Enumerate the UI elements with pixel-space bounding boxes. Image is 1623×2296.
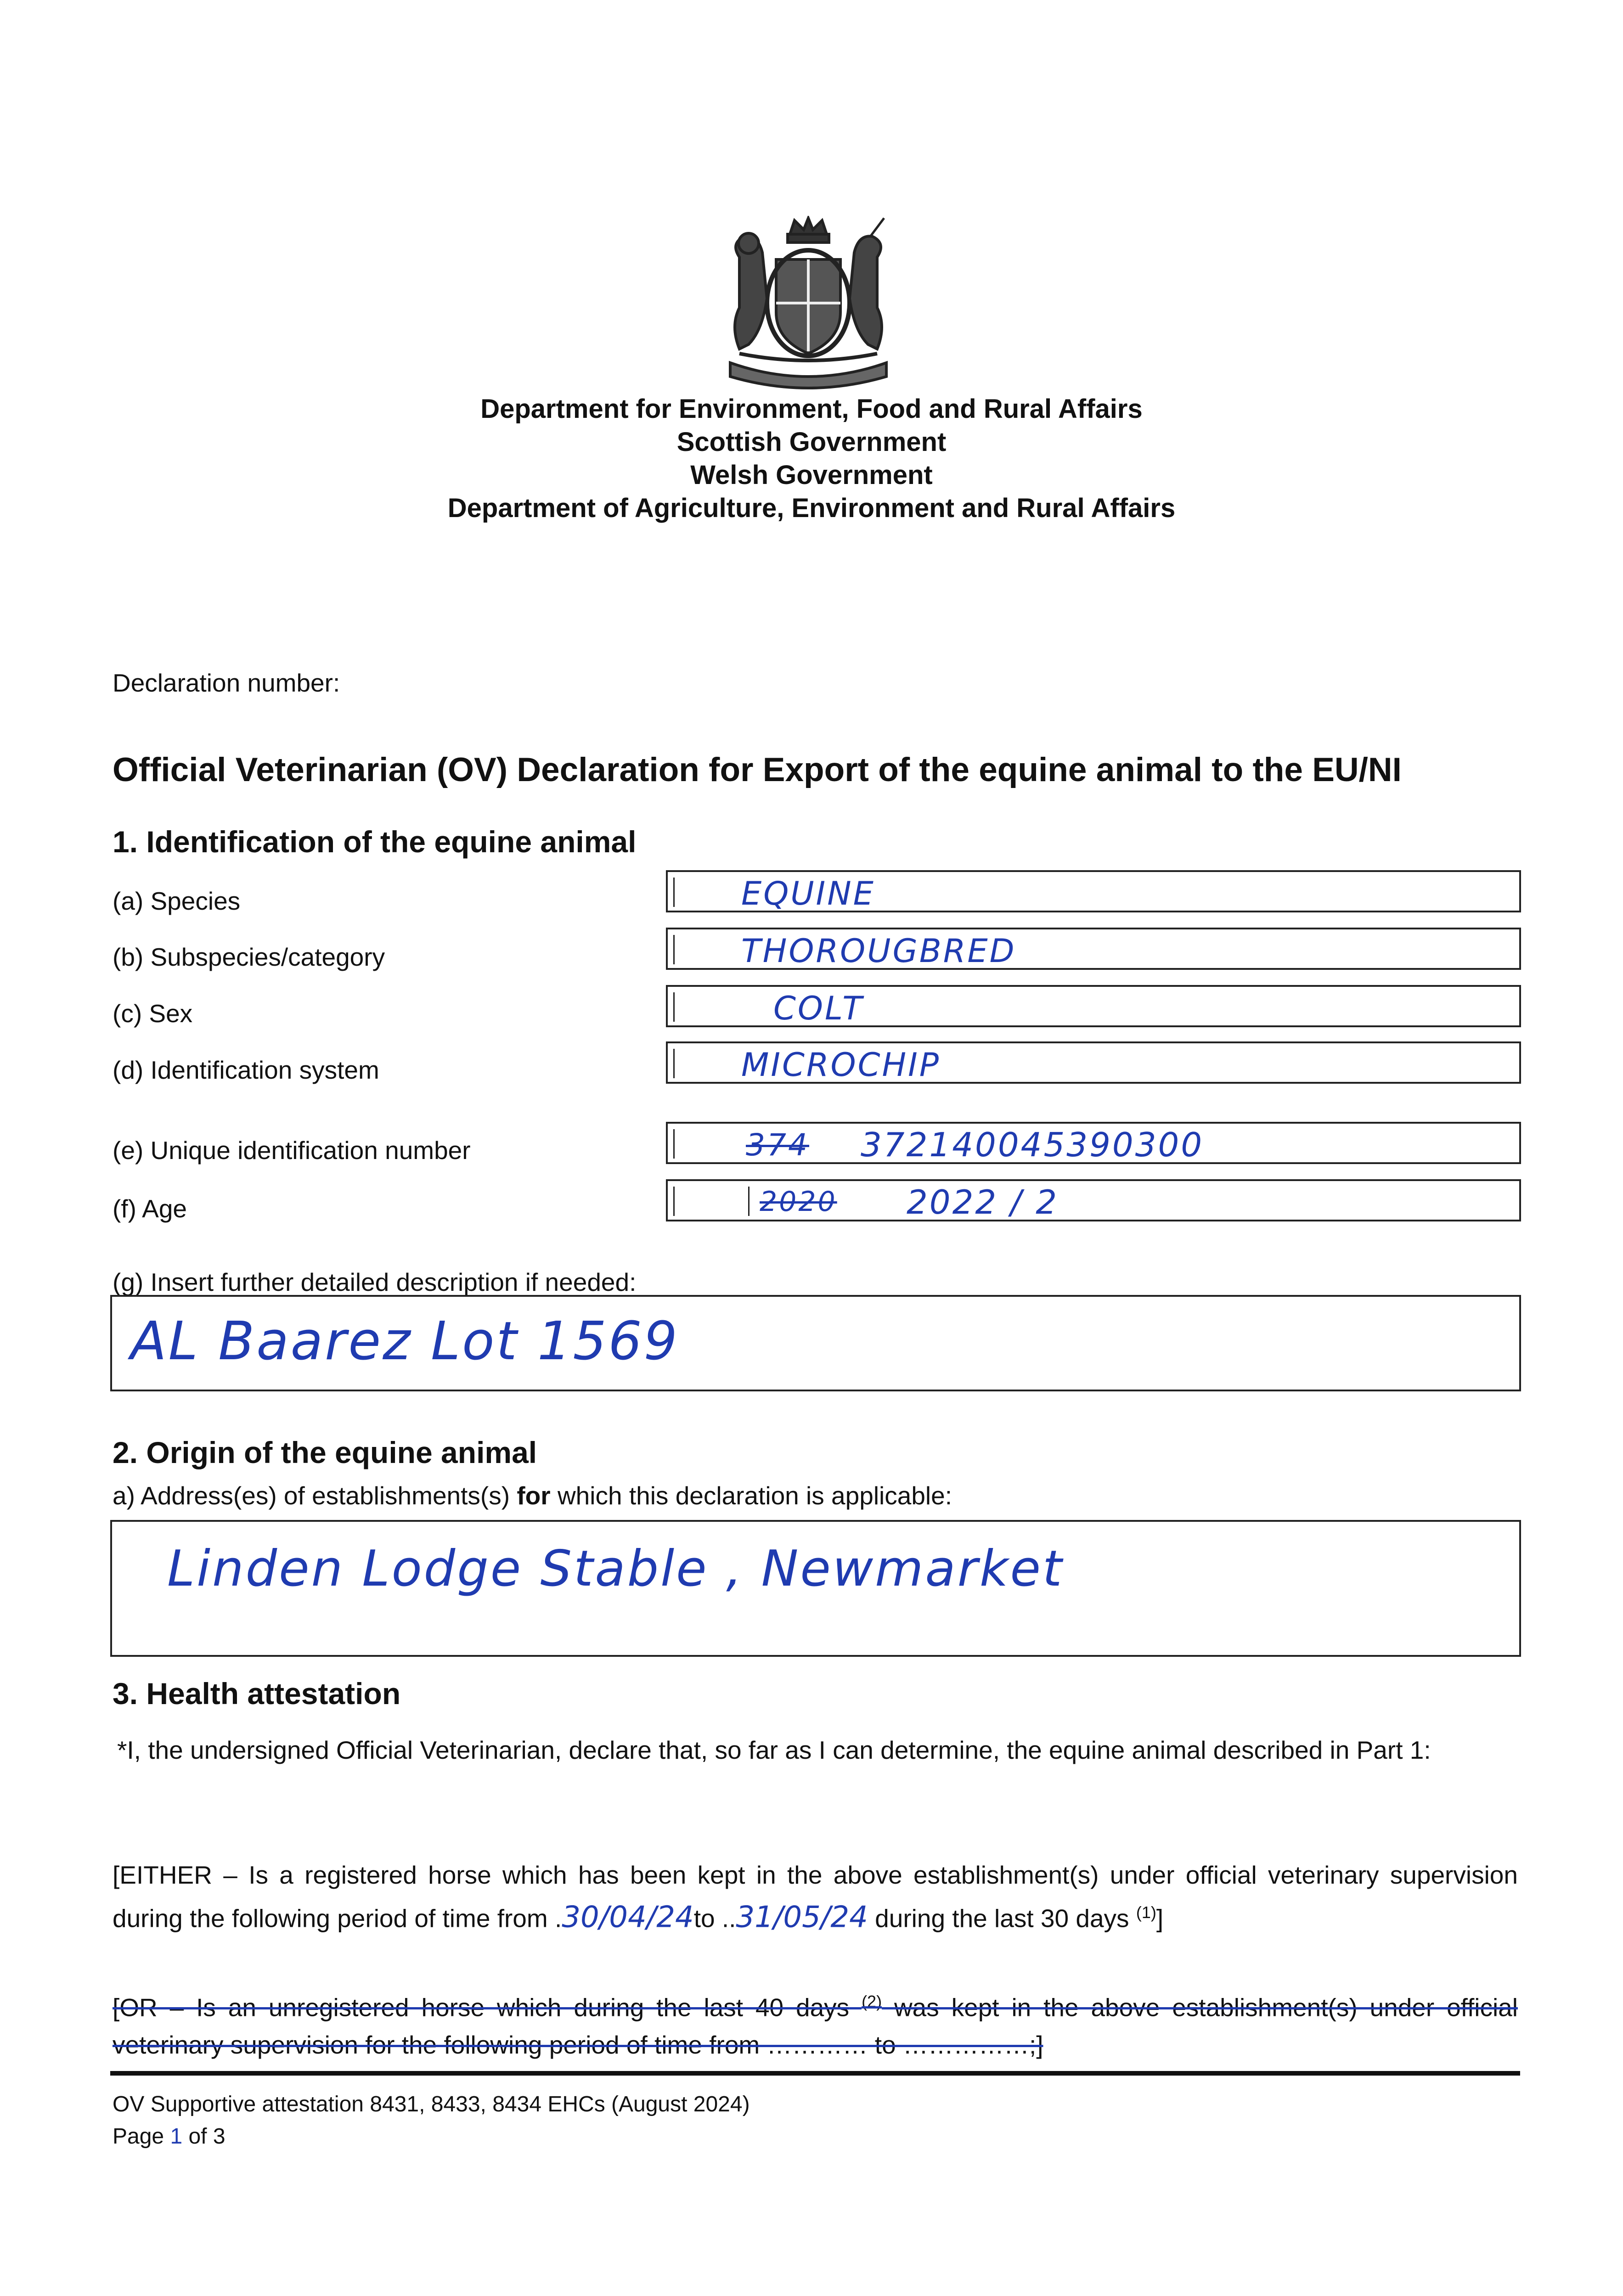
species-value: EQUINE [741, 875, 875, 912]
address-label-start: a) Address(es) of establishments(s) [113, 1481, 510, 1510]
page-prefix: Page [113, 2124, 170, 2149]
age-value: 2022 / 2 [907, 1183, 1059, 1221]
declaration-number-label: Declaration number: [113, 669, 340, 697]
section-3-heading: 3. Health attestation [113, 1677, 401, 1711]
further-description-label: (g) Insert further detailed description if needed: [113, 1268, 637, 1296]
unique-id-value: 372140045390300 [861, 1125, 1204, 1164]
identification-system-field [666, 1041, 1521, 1084]
age-field [666, 1179, 1521, 1221]
page-title: Official Veterinarian (OV) Declaration for Export of the equine animal to the EU/NI [113, 751, 1402, 788]
species-field [666, 870, 1521, 912]
address-label [113, 1481, 952, 1510]
royal-coat-of-arms-icon [712, 216, 905, 390]
further-description-field [110, 1295, 1521, 1391]
either-clause-end-text: during the last 30 days [875, 1904, 1129, 1933]
department-list [0, 393, 1623, 525]
or-clause-text: [OR – Is an unregistered horse which during the last 40 days [113, 1993, 850, 2022]
either-clause-text: [EITHER – Is a registered horse which has been kept in the above establishment(s) under official veterinary supervision during the following period of time from . [113, 1861, 1518, 1933]
field-label-sex: (c) Sex [113, 999, 193, 1028]
page-total: 3 [213, 2124, 225, 2149]
footer-rule [110, 2071, 1520, 2076]
address-label-bold: for [517, 1481, 551, 1510]
address-value: Linden Lodge Stable , Newmarket [167, 1540, 1064, 1598]
sex-field [666, 985, 1521, 1027]
unique-id-field [666, 1122, 1521, 1164]
subspecies-value: THOROUGBRED [741, 932, 1016, 970]
subspecies-field [666, 928, 1521, 970]
date-from: 30/04/24 [562, 1900, 694, 1935]
either-clause-to: to .. [693, 1904, 736, 1933]
department-name: Welsh Government [690, 460, 933, 490]
field-label-subspecies: (b) Subspecies/category [113, 943, 385, 971]
date-to: 31/05/24 [736, 1900, 868, 1935]
field-label-unique-id: (e) Unique identification number [113, 1136, 471, 1165]
page-number [113, 2124, 225, 2149]
page-mid: of [182, 2124, 213, 2149]
section-1-heading: 1. Identification of the equine animal [113, 825, 637, 859]
further-description-value: AL Baarez Lot 1569 [130, 1311, 679, 1372]
or-clause [113, 1983, 1518, 2064]
identification-system-value: MICROCHIP [741, 1046, 941, 1084]
section-2-heading: 2. Origin of the equine animal [113, 1435, 537, 1469]
either-clause-bracket: ] [1156, 1904, 1164, 1933]
footnote-ref-2: (2) [862, 1992, 882, 2011]
health-attestation-intro: *I, the undersigned Official Veterinarian, declare that, so far as I can determine, the equine animal described in Part 1: [117, 1736, 1431, 1764]
or-clause-end-text: was kept in the above establishment(s) under official veterinary supervision for the following period of time from ………… to ……………;] [113, 1993, 1518, 2060]
field-label-identification-system: (d) Identification system [113, 1056, 379, 1084]
unique-id-struck-value: 374 [746, 1127, 809, 1163]
department-name: Scottish Government [676, 427, 947, 457]
department-name: Department for Environment, Food and Rural Affairs [480, 394, 1143, 424]
field-label-age: (f) Age [113, 1194, 187, 1223]
sex-value: COLT [773, 990, 864, 1027]
page-current: 1 [170, 2124, 183, 2149]
department-name: Department of Agriculture, Environment and Rural Affairs [447, 493, 1176, 523]
either-clause [113, 1856, 1518, 1937]
footnote-ref-1: (1) [1136, 1903, 1156, 1922]
field-label-species: (a) Species [113, 887, 241, 915]
footer-text: OV Supportive attestation 8431, 8433, 8434 EHCs (August 2024) [113, 2092, 750, 2116]
address-label-end: which this declaration is applicable: [557, 1481, 952, 1510]
age-struck-value: 2020 [760, 1186, 837, 1218]
address-field [110, 1520, 1521, 1657]
